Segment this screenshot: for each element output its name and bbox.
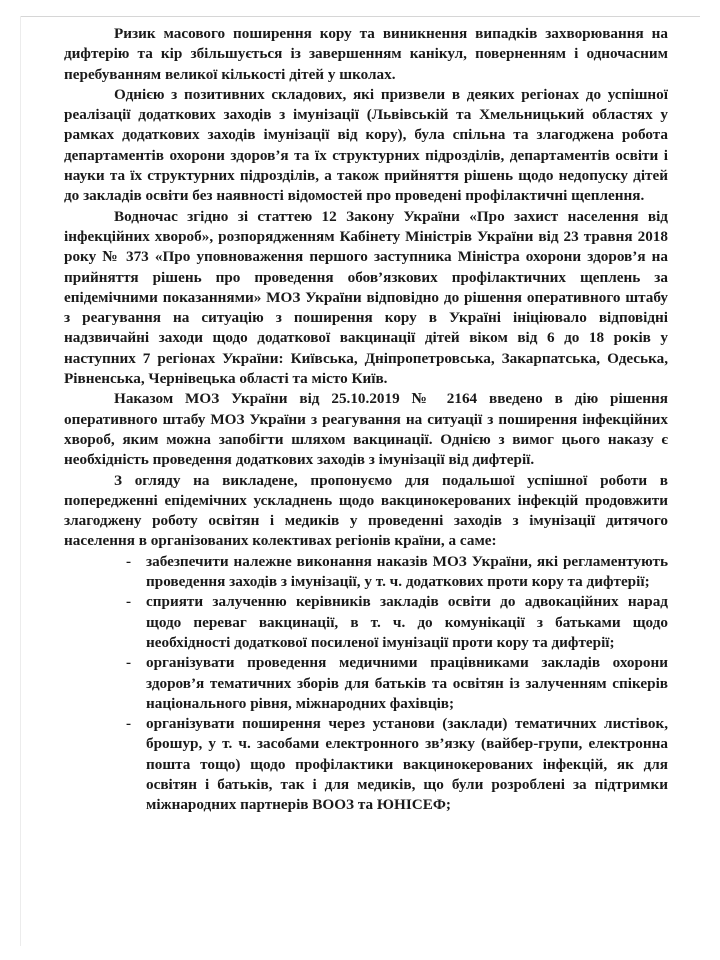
paragraph-positive-factors: Однією з позитивних складових, які призвели в деяких регіонах до успішної реалізації додаткових заходів з імунізації (Львівській та Хмельницький областях у рамках додаткових заходів імунізації від кору), була спільна та злагоджена робота департаментів охорони здоров’я та їх структурних підрозділів, департаментів освіти і науки та їх структурних підрозділів, а також прийняття рішень щодо недопуску дітей до закладів освіти без наявності відомостей про проведені профілактичні щеплення.: [64, 85, 668, 205]
paragraph-legal-basis: Водночас згідно зі статтею 12 Закону України «Про захист населення від інфекційних хвороб», розпорядженням Кабінету Міністрів України від 23 травня 2018 року № 373 «Про уповноваження першого заступника Міністра охорони здоров’я на прийняття рішень про проведення обов’язкових профілактичних щеплень за епідемічними показаннями» МОЗ України відповідно до рішення оперативного штабу з реагування на ситуацію з поширення кору в Україні ініціювало відповідні надзвичайні заходи щодо додаткової вакцинації дітей віком від 6 до 18 років у наступних 7 регіонах України: Київська, Дніпропетровська, Закарпатська, Одеська, Рівненська, Чернівецька області та місто Київ.: [64, 207, 668, 388]
list-item-text: організувати поширення через установи (заклади) тематичних листівок, брошур, у т. ч. засобами електронного зв’язку (вайбер-групи, електронна пошта тощо) щодо профілактики вакцинокерованих інфекцій, як для освітян і батьків, так і для медиків, що були розроблені за підтримки міжнародних партнерів ВООЗ та ЮНІСЕФ;: [146, 715, 668, 814]
bullet-marker: -: [126, 715, 132, 733]
document-page: [20, 16, 700, 946]
list-item: [126, 592, 668, 653]
list-item-text: забезпечити належне виконання наказів МОЗ України, які регламентують проведення заходів з імунізації, у т. ч. додаткових проти кору та дифтерії;: [146, 552, 668, 591]
page-left-edge: [20, 16, 21, 946]
list-item-text: організувати проведення медичними працівниками закладів охорони здоров’я тематичних зборів для батьків та освітян із залученням спікерів національного рівня, міжнародних фахівців;: [146, 654, 668, 712]
paragraph-measles-risk: Ризик масового поширення кору та виникнення випадків захворювання на дифтерію та кір збільшується із завершенням канікул, поверненням і одночасним перебуванням великої кількості дітей у школах.: [64, 25, 668, 83]
bullet-marker: -: [126, 593, 132, 611]
paragraph-moh-order: Наказом МОЗ України від 25.10.2019 № 2164 введено в дію рішення оперативного штабу МОЗ України з реагування на ситуації з поширення інфекційних хвороб, яким можна запобігти шляхом вакцинації. Однією з вимог цього наказу є необхідність проведення додаткових заходів з імунізації від дифтерії.: [64, 390, 668, 469]
bullet-marker: -: [126, 654, 132, 672]
list-item: [126, 653, 668, 714]
list-item-text: сприяти залученню керівників закладів освіти до адвокаційних нарад щодо переваг вакцинації, в т. ч. до комунікації з батьками щодо необхідності додаткової посиленої імунізації проти кору та дифтерії;: [146, 593, 668, 651]
list-item: [126, 552, 668, 593]
list-item: [126, 714, 668, 815]
bullet-marker: -: [126, 552, 132, 570]
paragraph-proposal: З огляду на викладене, пропонуємо для подальшої успішної роботи в попередженні епідемічних ускладнень щодо вакцинокерованих інфекцій продовжити злагоджену роботу освітян і медиків у проведенні заходів з імунізації дитячого населення в організованих колективах регіонів країни, а саме:: [64, 471, 668, 550]
page-top-edge: [20, 16, 700, 17]
document-body: [64, 24, 668, 816]
measures-list: [64, 552, 668, 816]
